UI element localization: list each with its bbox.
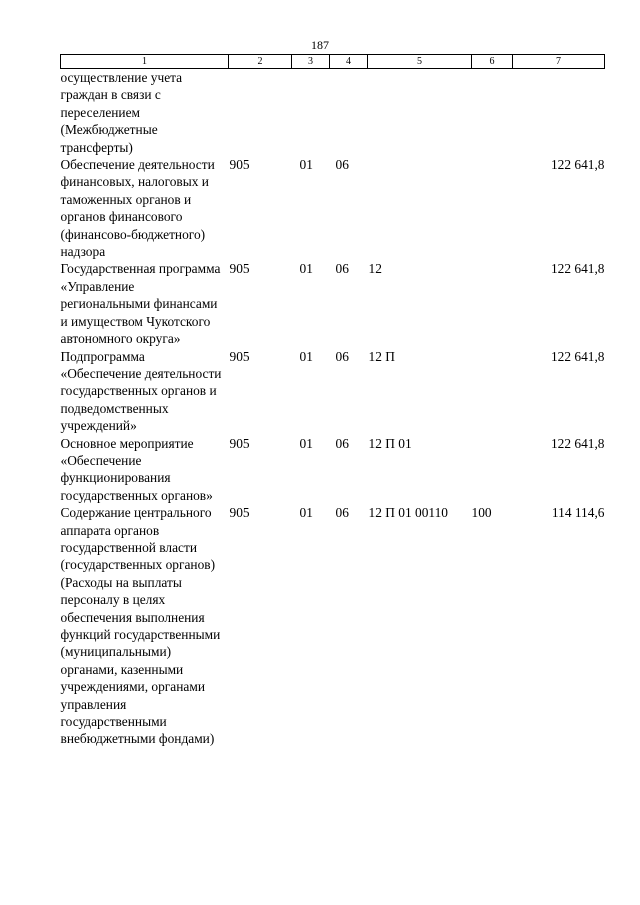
row-admin-code: 905 — [229, 261, 250, 277]
page-number: 187 — [311, 38, 329, 52]
column-number-header-row — [61, 55, 605, 69]
column-header-name: 1 — [61, 55, 229, 69]
row-expense-type — [472, 435, 513, 505]
row-amount: 122 641,8 — [550, 348, 605, 364]
row-amount: 122 641,8 — [550, 157, 605, 173]
column-header-section: 3 — [292, 55, 330, 69]
table-row — [61, 504, 605, 748]
row-amount: 114 114,6 — [551, 505, 605, 521]
row-amount: 122 641,8 — [550, 261, 605, 277]
row-section-code: 01 — [299, 435, 313, 451]
row-subsection-code: 06 — [335, 435, 349, 451]
row-admin-code: 905 — [229, 435, 250, 451]
row-expense-type: 100 — [471, 505, 492, 521]
row-name: Государственная программа «Управление региональными финансами и имуществом Чукотского автономного округа» — [60, 261, 221, 347]
row-subsection-code: 06 — [335, 157, 349, 173]
row-target-code — [368, 69, 472, 157]
column-header-amount: 7 — [513, 55, 605, 69]
table-row — [61, 435, 605, 505]
row-target-code: 12 П 01 — [368, 435, 412, 451]
row-section-code: 01 — [299, 157, 313, 173]
budget-table — [60, 54, 605, 748]
column-header-expense-type: 6 — [472, 55, 513, 69]
row-name: Обеспечение деятельности финансовых, налоговых и таможенных органов и органов финансового (финансово-бюджетного) надзора — [60, 157, 215, 260]
table-row — [61, 348, 605, 435]
row-section-code: 01 — [299, 348, 313, 364]
row-name: осуществление учета граждан в связи с переселением (Межбюджетные трансферты) — [60, 70, 183, 155]
row-admin-code — [229, 69, 292, 157]
row-amount — [513, 69, 605, 157]
row-section-code — [292, 69, 330, 157]
row-section-code: 01 — [299, 261, 313, 277]
row-expense-type — [472, 156, 513, 260]
row-name: Содержание центрального аппарата органов государственной власти (государственных органов) (Расходы на выплаты персоналу в целях обеспечения выполнения функций государственными (муниципальными) органами, казенными учреждениями, органами управления государственными внебюджетными фондами) — [60, 505, 221, 747]
table-row — [61, 260, 605, 347]
row-subsection-code: 06 — [335, 505, 349, 521]
row-target-code: 12 — [368, 261, 382, 277]
row-subsection-code: 06 — [335, 348, 349, 364]
row-expense-type — [472, 260, 513, 347]
row-target-code: 12 П 01 00110 — [368, 505, 448, 521]
row-admin-code: 905 — [229, 348, 250, 364]
row-subsection-code: 06 — [335, 261, 349, 277]
column-header-admin: 2 — [229, 55, 292, 69]
row-name: Подпрограмма «Обеспечение деятельности государственных органов и подведомственных учреждений» — [60, 348, 222, 434]
table-row — [61, 69, 605, 157]
row-admin-code: 905 — [229, 157, 250, 173]
row-amount: 122 641,8 — [550, 435, 605, 451]
row-subsection-code — [330, 69, 368, 157]
row-name: Основное мероприятие «Обеспечение функционирования государственных органов» — [60, 435, 213, 503]
row-expense-type — [472, 69, 513, 157]
row-admin-code: 905 — [229, 505, 250, 521]
row-section-code: 01 — [299, 505, 313, 521]
row-expense-type — [472, 348, 513, 435]
row-target-code — [368, 156, 472, 260]
column-header-target: 5 — [368, 55, 472, 69]
table-row — [61, 156, 605, 260]
row-target-code: 12 П — [368, 348, 395, 364]
column-header-subsection: 4 — [330, 55, 368, 69]
